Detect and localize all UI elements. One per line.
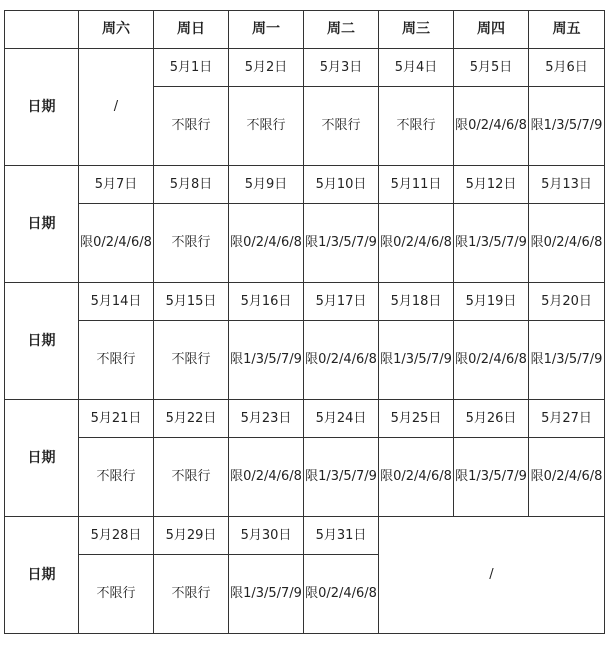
day-header-fri: 周五 — [529, 11, 605, 49]
date-cell: 5月12日 — [454, 166, 529, 204]
date-cell: 5月18日 — [379, 283, 454, 321]
day-header-thu: 周四 — [454, 11, 529, 49]
date-cell: 5月16日 — [229, 283, 304, 321]
date-cell: 5月10日 — [304, 166, 379, 204]
week-1-date-row — [5, 49, 605, 87]
restriction-cell: 不限行 — [154, 555, 229, 634]
restriction-cell: 限0/2/4/6/8 — [379, 438, 454, 517]
day-header-tue: 周二 — [304, 11, 379, 49]
header-row — [5, 11, 605, 49]
restriction-cell: 限0/2/4/6/8 — [304, 555, 379, 634]
date-cell: 5月14日 — [79, 283, 154, 321]
corner-cell — [5, 11, 79, 49]
date-cell: 5月13日 — [529, 166, 605, 204]
restriction-cell: 限0/2/4/6/8 — [304, 321, 379, 400]
date-cell: 5月24日 — [304, 400, 379, 438]
date-cell: 5月11日 — [379, 166, 454, 204]
restriction-cell: 限0/2/4/6/8 — [454, 87, 529, 166]
week-3-label: 日期 — [5, 283, 79, 400]
restriction-cell: 限0/2/4/6/8 — [529, 204, 605, 283]
date-cell: 5月2日 — [229, 49, 304, 87]
date-cell: 5月25日 — [379, 400, 454, 438]
date-cell: 5月29日 — [154, 517, 229, 555]
restriction-cell: 限1/3/5/7/9 — [304, 204, 379, 283]
date-cell: 5月28日 — [79, 517, 154, 555]
date-cell: 5月22日 — [154, 400, 229, 438]
restriction-cell: 限1/3/5/7/9 — [529, 87, 605, 166]
restriction-cell: 不限行 — [154, 204, 229, 283]
date-cell: 5月27日 — [529, 400, 605, 438]
restriction-cell: 限0/2/4/6/8 — [454, 321, 529, 400]
restriction-cell: 限1/3/5/7/9 — [529, 321, 605, 400]
date-cell: 5月5日 — [454, 49, 529, 87]
date-cell: 5月4日 — [379, 49, 454, 87]
date-cell: 5月6日 — [529, 49, 605, 87]
restriction-cell: 不限行 — [79, 555, 154, 634]
restriction-cell: 限1/3/5/7/9 — [454, 438, 529, 517]
week-2-date-row — [5, 166, 605, 204]
day-header-sun: 周日 — [154, 11, 229, 49]
restriction-cell: 不限行 — [154, 87, 229, 166]
week-4-date-row — [5, 400, 605, 438]
restriction-cell: 不限行 — [79, 321, 154, 400]
traffic-restriction-calendar — [4, 10, 605, 634]
restriction-cell: 不限行 — [379, 87, 454, 166]
week-4-label: 日期 — [5, 400, 79, 517]
restriction-cell: 不限行 — [229, 87, 304, 166]
date-cell: 5月23日 — [229, 400, 304, 438]
day-header-sat: 周六 — [79, 11, 154, 49]
restriction-cell: 限0/2/4/6/8 — [79, 204, 154, 283]
restriction-cell: 限0/2/4/6/8 — [379, 204, 454, 283]
week-1-label: 日期 — [5, 49, 79, 166]
restriction-cell: 限1/3/5/7/9 — [379, 321, 454, 400]
restriction-cell: 限1/3/5/7/9 — [304, 438, 379, 517]
week-3-date-row — [5, 283, 605, 321]
date-cell: 5月21日 — [79, 400, 154, 438]
restriction-cell: 限0/2/4/6/8 — [229, 438, 304, 517]
restriction-cell: 限0/2/4/6/8 — [229, 204, 304, 283]
restriction-cell: 限1/3/5/7/9 — [229, 321, 304, 400]
restriction-cell: 不限行 — [304, 87, 379, 166]
date-cell: 5月7日 — [79, 166, 154, 204]
date-cell: 5月9日 — [229, 166, 304, 204]
date-cell: 5月30日 — [229, 517, 304, 555]
week-5-label: 日期 — [5, 517, 79, 634]
date-cell: 5月26日 — [454, 400, 529, 438]
date-cell: 5月20日 — [529, 283, 605, 321]
week-3-rule-row — [5, 321, 605, 400]
date-cell: 5月8日 — [154, 166, 229, 204]
day-header-wed: 周三 — [379, 11, 454, 49]
restriction-cell: 不限行 — [154, 438, 229, 517]
date-cell: 5月17日 — [304, 283, 379, 321]
week-2-rule-row — [5, 204, 605, 283]
date-cell: 5月31日 — [304, 517, 379, 555]
day-header-mon: 周一 — [229, 11, 304, 49]
restriction-cell: 限0/2/4/6/8 — [529, 438, 605, 517]
restriction-cell: 不限行 — [79, 438, 154, 517]
week-2-label: 日期 — [5, 166, 79, 283]
week-5-trailing-placeholder: / — [379, 517, 605, 634]
date-cell: 5月3日 — [304, 49, 379, 87]
restriction-cell: 限1/3/5/7/9 — [229, 555, 304, 634]
week-1-leading-placeholder: / — [79, 49, 154, 166]
week-4-rule-row — [5, 438, 605, 517]
week-5-date-row — [5, 517, 605, 555]
date-cell: 5月15日 — [154, 283, 229, 321]
restriction-cell: 限1/3/5/7/9 — [454, 204, 529, 283]
restriction-cell: 不限行 — [154, 321, 229, 400]
date-cell: 5月19日 — [454, 283, 529, 321]
date-cell: 5月1日 — [154, 49, 229, 87]
